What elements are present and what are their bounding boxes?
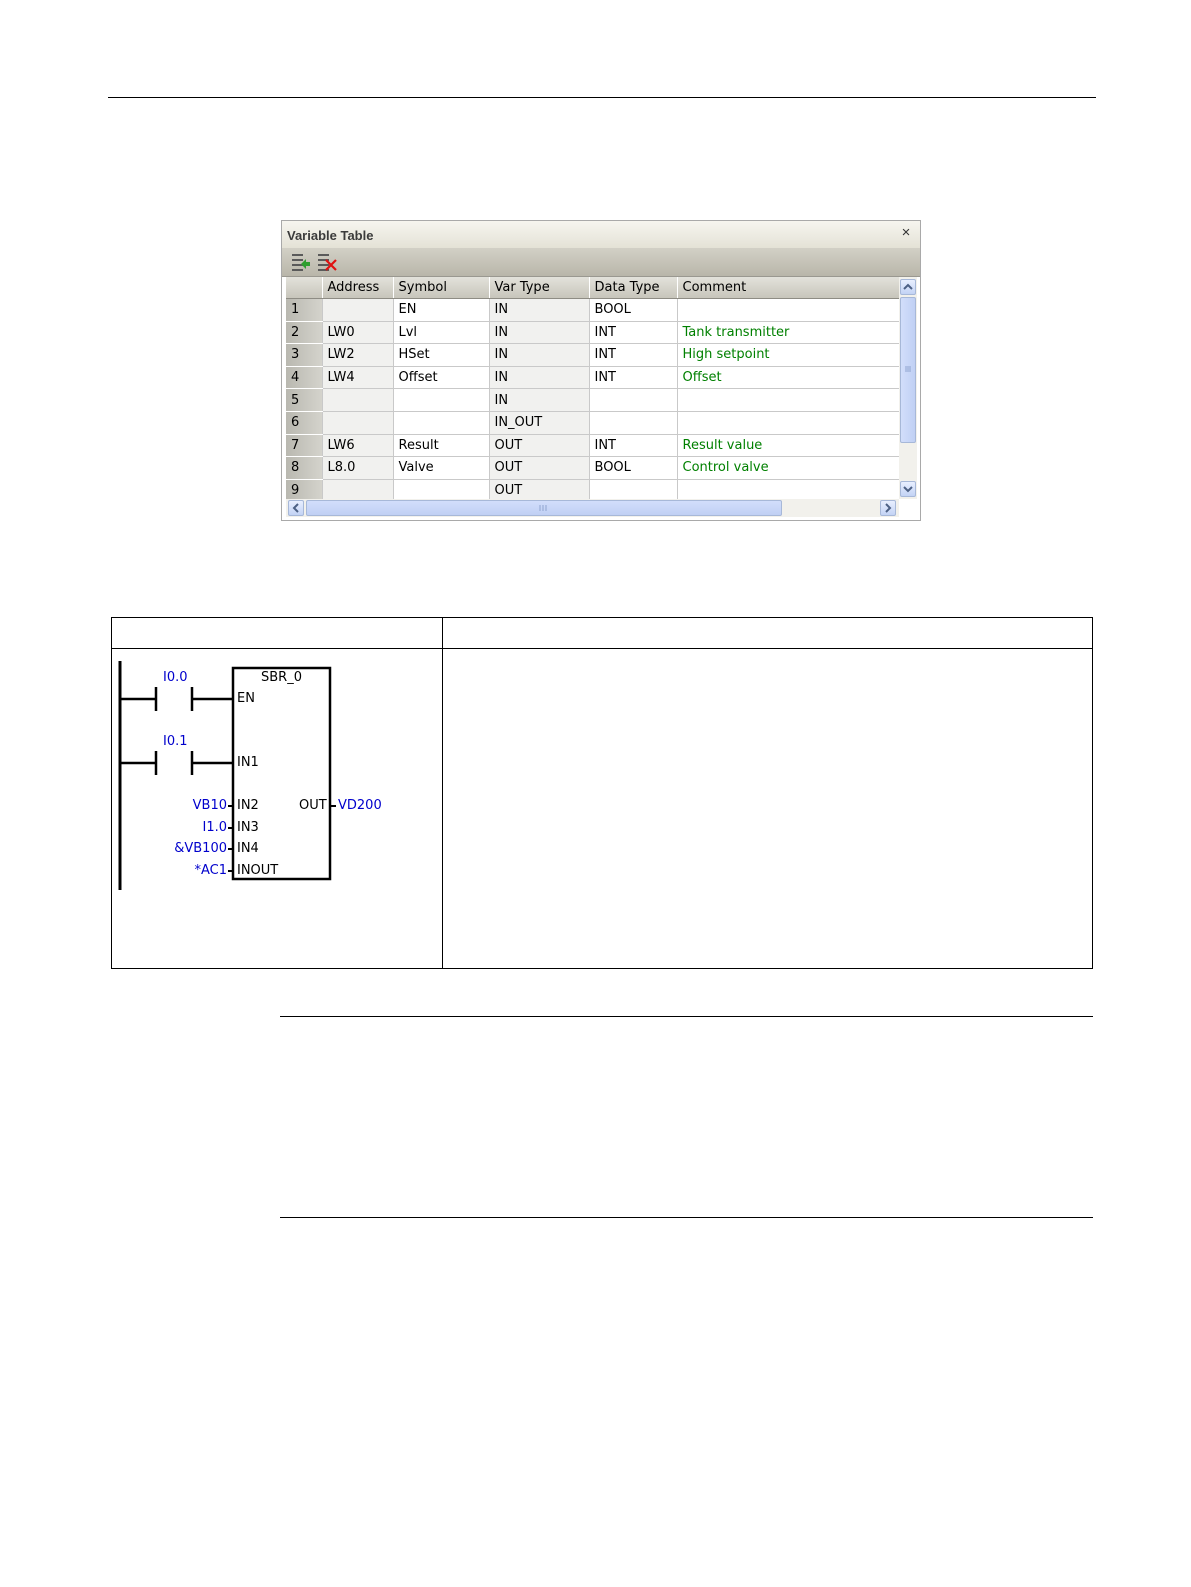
data-type-cell[interactable] [589, 411, 677, 434]
address-cell[interactable] [322, 299, 393, 322]
pin-in2: IN2 [237, 798, 259, 813]
data-type-cell[interactable] [589, 389, 677, 412]
close-icon[interactable]: × [901, 224, 911, 241]
var-type-cell[interactable]: IN [489, 344, 589, 367]
row-number[interactable]: 6 [286, 411, 322, 434]
row-number[interactable]: 7 [286, 434, 322, 457]
row-number[interactable]: 5 [286, 389, 322, 412]
row-number[interactable]: 8 [286, 457, 322, 480]
var-type-cell[interactable]: OUT [489, 457, 589, 480]
row-number[interactable]: 9 [286, 479, 322, 499]
comment-cell[interactable]: Control valve [677, 457, 899, 480]
vertical-scrollbar[interactable] [899, 277, 917, 499]
column-header-symbol[interactable]: Symbol [393, 277, 489, 299]
operand-out: VD200 [338, 798, 382, 813]
horizontal-scroll-thumb[interactable] [306, 500, 782, 516]
comment-cell[interactable]: Result value [677, 434, 899, 457]
comment-cell[interactable]: High setpoint [677, 344, 899, 367]
address-cell[interactable]: LW6 [322, 434, 393, 457]
symbol-cell[interactable] [393, 411, 489, 434]
var-type-cell[interactable]: IN [489, 366, 589, 389]
comment-cell[interactable] [677, 299, 899, 322]
table-row [286, 434, 899, 457]
table-row [286, 389, 899, 412]
vertical-scroll-thumb[interactable] [900, 297, 916, 443]
example-table-header-divider [111, 648, 1093, 649]
note-bottom-rule [280, 1217, 1093, 1218]
column-header-comment[interactable]: Comment [677, 277, 899, 299]
variable-grid [286, 277, 899, 499]
ladder-diagram [112, 655, 412, 895]
symbol-cell[interactable]: EN [393, 299, 489, 322]
address-cell[interactable]: LW2 [322, 344, 393, 367]
grid-header-row [286, 277, 899, 299]
var-type-cell[interactable]: IN [489, 389, 589, 412]
symbol-cell[interactable]: Offset [393, 366, 489, 389]
scroll-right-icon[interactable] [880, 500, 896, 516]
var-type-cell[interactable]: OUT [489, 479, 589, 499]
symbol-cell[interactable]: Lvl [393, 321, 489, 344]
row-number[interactable]: 4 [286, 366, 322, 389]
address-cell[interactable]: L8.0 [322, 457, 393, 480]
scroll-left-icon[interactable] [288, 500, 304, 516]
delete-row-icon[interactable] [316, 252, 338, 272]
insert-row-icon[interactable] [290, 252, 312, 272]
row-number[interactable]: 1 [286, 299, 322, 322]
table-row [286, 457, 899, 480]
column-header-var-type[interactable]: Var Type [489, 277, 589, 299]
operand-in3: I1.0 [202, 820, 227, 835]
contact-2-label: I0.1 [163, 734, 188, 749]
variable-table-titlebar [282, 221, 920, 248]
variable-table-window [281, 220, 921, 521]
operand-in4: &VB100 [174, 841, 227, 856]
var-type-cell[interactable]: IN_OUT [489, 411, 589, 434]
variable-grid-table [286, 277, 899, 499]
operand-in2: VB10 [192, 798, 227, 813]
variable-table-toolbar [282, 248, 920, 277]
address-cell[interactable] [322, 411, 393, 434]
table-row [286, 299, 899, 322]
data-type-cell[interactable]: INT [589, 344, 677, 367]
pin-inout: INOUT [237, 863, 279, 878]
variable-table-title: Variable Table [287, 228, 374, 243]
table-row [286, 344, 899, 367]
address-cell[interactable] [322, 479, 393, 499]
operand-inout: *AC1 [194, 863, 227, 878]
comment-cell[interactable] [677, 389, 899, 412]
pin-in4: IN4 [237, 841, 259, 856]
comment-cell[interactable] [677, 479, 899, 499]
data-type-cell[interactable]: BOOL [589, 299, 677, 322]
symbol-cell[interactable]: Result [393, 434, 489, 457]
table-row [286, 411, 899, 434]
symbol-cell[interactable]: Valve [393, 457, 489, 480]
comment-cell[interactable]: Offset [677, 366, 899, 389]
row-number[interactable]: 2 [286, 321, 322, 344]
address-cell[interactable]: LW0 [322, 321, 393, 344]
table-row [286, 479, 899, 499]
comment-cell[interactable]: Tank transmitter [677, 321, 899, 344]
pin-in1: IN1 [237, 755, 259, 770]
var-type-cell[interactable]: IN [489, 321, 589, 344]
data-type-cell[interactable]: BOOL [589, 457, 677, 480]
data-type-cell[interactable]: INT [589, 366, 677, 389]
data-type-cell[interactable] [589, 479, 677, 499]
example-table-column-divider [442, 617, 443, 969]
symbol-cell[interactable] [393, 479, 489, 499]
row-number[interactable]: 3 [286, 344, 322, 367]
address-cell[interactable]: LW4 [322, 366, 393, 389]
pin-in3: IN3 [237, 820, 259, 835]
var-type-cell[interactable]: OUT [489, 434, 589, 457]
note-top-rule [280, 1016, 1093, 1017]
comment-cell[interactable] [677, 411, 899, 434]
data-type-cell[interactable]: INT [589, 434, 677, 457]
scroll-up-icon[interactable] [900, 279, 916, 295]
scroll-down-icon[interactable] [900, 481, 916, 497]
address-cell[interactable] [322, 389, 393, 412]
contact-1-label: I0.0 [163, 670, 188, 685]
table-row [286, 366, 899, 389]
column-header-data-type[interactable]: Data Type [589, 277, 677, 299]
data-type-cell[interactable]: INT [589, 321, 677, 344]
corner-header [286, 277, 322, 299]
table-row [286, 321, 899, 344]
block-name: SBR_0 [261, 670, 302, 685]
horizontal-scrollbar[interactable] [286, 499, 899, 517]
symbol-cell[interactable]: HSet [393, 344, 489, 367]
var-type-cell[interactable]: IN [489, 299, 589, 322]
column-header-address[interactable]: Address [322, 277, 393, 299]
pin-en: EN [237, 691, 255, 706]
pin-out: OUT [299, 798, 327, 813]
page-header-rule [108, 97, 1096, 98]
symbol-cell[interactable] [393, 389, 489, 412]
